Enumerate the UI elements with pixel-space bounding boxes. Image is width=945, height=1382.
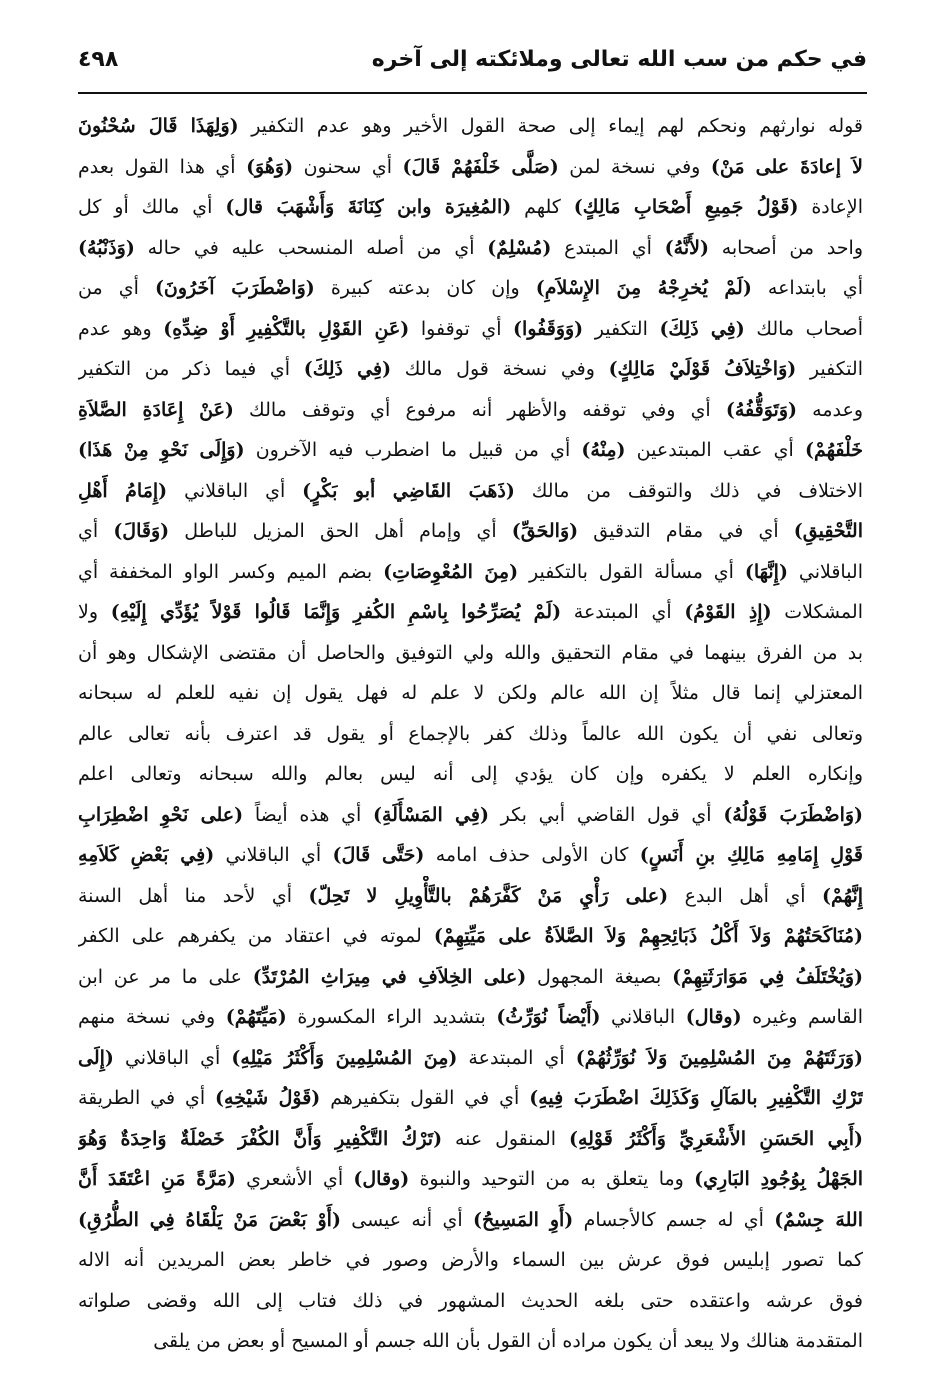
- commentary-text: وفي نسخة قول مالك: [391, 358, 609, 380]
- commentary-text: كلهم: [511, 196, 574, 218]
- quoted-text: (وَتَوَقُّفُهُ): [725, 398, 798, 421]
- commentary-text: أي مسألة القول بالتكفير: [518, 560, 745, 583]
- quoted-text: (فِي ذَلِكَ): [659, 317, 745, 340]
- quoted-text: (لَمْ يُصَرِّحُوا بِاسْمِ الكُفرِ وَإِنَّمَا قَالُوا قَوْلاً يُؤَدِّي إِلَيْهِ): [110, 601, 562, 623]
- commentary-text: وتعالى نفي أن يكون الله عالماً وذلك كفر بالإجماع أو يقول قد اعترف بأنه تعالى عالم: [78, 722, 863, 745]
- commentary-text: وفي نسخة منهم: [78, 1006, 226, 1028]
- quoted-text: (قَوْلُ شَيْخِهِ): [215, 1087, 321, 1109]
- quoted-text: (أَيْضاً نُوَرِّثُ): [496, 1006, 601, 1028]
- commentary-text: القاسم وغيره: [741, 1006, 863, 1028]
- quoted-text: (إِلَى: [78, 1046, 114, 1069]
- commentary-text: أي قول القاضي أبي بكر: [488, 803, 724, 826]
- quoted-text: (وَاضْطَرَبَ آخَرُونَ): [154, 277, 315, 299]
- quoted-text: (وَالحَقِّ): [511, 520, 579, 542]
- quoted-text: (وَيُخْتَلَفُ فِي مَوَارَثَتِهِمْ): [672, 965, 863, 988]
- commentary-text: بد من الفرق بينهما في مقام التحقيق والله ولي التوفيق والحاصل أن مقتضى الإشكال وهو أن: [78, 641, 863, 664]
- quoted-text: (وَذَنْبُهُ): [78, 236, 135, 259]
- quoted-text: (حَتَّى قَالَ): [332, 844, 425, 866]
- commentary-text: أي أهل البدع: [668, 884, 823, 907]
- text-line: [78, 1038, 863, 1079]
- text-line: [78, 592, 863, 633]
- quoted-text: (عَنِ القَوْلِ بالتَّكْفِيرِ أَوْ ضِدِّهِ): [163, 317, 410, 340]
- text-line: [78, 1200, 863, 1241]
- quoted-text: الجَهْلُ بِوُجُودِ البَارِي): [694, 1168, 863, 1190]
- text-line: [78, 714, 863, 755]
- text-line: [78, 268, 863, 309]
- commentary-text: واحد من أصحابه: [708, 236, 863, 259]
- commentary-text: أصحاب مالك: [744, 317, 863, 340]
- commentary-text: وإن كان بدعته كبيرة: [314, 277, 536, 299]
- quoted-text: (وقال): [685, 1006, 742, 1028]
- commentary-text: أي وإمام أهل الحق المزيل للباطل: [169, 520, 512, 542]
- text-line: [78, 1119, 863, 1160]
- commentary-text: التكفير: [583, 317, 660, 340]
- commentary-text: وهو عدم: [78, 317, 164, 340]
- running-title: في حكم من سب الله تعالى وملائكته إلى آخره: [371, 47, 867, 72]
- quoted-text: (على الخِلاَفِ في مِيرَاثِ المُرْتَدِّ): [252, 965, 527, 988]
- quoted-text: (فِي بَعْضِ كَلاَمِهِ: [78, 844, 215, 866]
- commentary-text: على ما مر عن ابن: [78, 965, 253, 988]
- commentary-text: أي لأحد منا أهل السنة: [78, 884, 309, 907]
- commentary-text: أي: [78, 520, 114, 542]
- quoted-text: (ذَهَبَ القَاضِي أبو بَكْرٍ): [302, 479, 515, 502]
- text-line: [78, 187, 863, 228]
- quoted-text: (لَمْ يُخرِجْهُ مِنَ الإِسْلاَمِ): [535, 277, 752, 299]
- commentary-text: كما تصور إبليس فوق عرش بين السماء والأرض وصور في خاطر بعض المريدين أنه الاله: [78, 1249, 863, 1271]
- quoted-text: (أَوْ بَعْضَ مَنْ يَلْقَاهُ فِي الطُّرُقِ): [78, 1208, 341, 1231]
- quoted-text: (وَإِلَى نَحْوِ مِنْ هَذَا): [78, 439, 245, 461]
- quoted-text: (إِمَامُ أَهْلِ: [78, 479, 168, 502]
- commentary-text: المعتزلي إنما قال مثلاً إن الله عالم ولكن لا علم له فهل يقول إن نفيه للعلم له سبحانه: [78, 682, 863, 704]
- commentary-text: وفي نسخة لمن: [558, 155, 711, 178]
- commentary-text: أي الباقلاني: [113, 1046, 232, 1069]
- text-line: [78, 673, 863, 714]
- commentary-text: الاختلاف في ذلك والتوقف من مالك: [514, 479, 863, 502]
- text-line: [78, 1078, 863, 1119]
- commentary-text: أي من قبيل ما اضطرب فيه الآخرون: [244, 439, 582, 461]
- text-line: [78, 754, 863, 795]
- quoted-text: اللهَ جِسْمٌ): [774, 1208, 863, 1231]
- quoted-text: (مَيِّتَهُمْ): [225, 1006, 287, 1028]
- quoted-text: (فِي المَسْأَلَةِ): [372, 803, 489, 826]
- commentary-text: بصيغة المجهول: [526, 965, 673, 988]
- quoted-text: (قَوْلُ جَمِيعِ أَصْحَابِ مَالِكٍ): [573, 196, 799, 218]
- commentary-text: المنقول عنه: [442, 1127, 569, 1150]
- commentary-text: قوله نوارثهم ونحكم لهم إيماء إلى صحة القول الأخير وهو عدم التكفير: [238, 115, 863, 137]
- page-header: [78, 40, 867, 86]
- commentary-text: أي وفي توقفه والأظهر أنه مرفوع أي وتوقف مالك: [233, 398, 726, 421]
- quoted-text: التَّحْقِيقِ): [793, 520, 863, 542]
- quoted-text: (على رَأْيِ مَنْ كَفَّرَهُمْ بالتَّأْوِيلِ لا تَحِلّ): [308, 884, 669, 907]
- commentary-text: أي الأشعري: [235, 1168, 354, 1190]
- commentary-text: وعدمه: [797, 398, 863, 421]
- text-line: [78, 1159, 863, 1200]
- commentary-text: أي بابتداعه: [751, 277, 863, 299]
- text-line: [78, 349, 863, 390]
- page-number: ٤٩٨: [78, 47, 119, 72]
- text-line: [78, 228, 863, 269]
- quoted-text: (صَلَّى خَلْفَهُمْ قَالَ): [402, 155, 559, 178]
- text-line: [78, 876, 863, 917]
- quoted-text: (مُنَاكَحَتُهُمْ وَلاَ أَكْلُ ذَبَائِحِهِمْ وَلاَ الصَّلاَةُ على مَيِّتِهِمْ): [433, 925, 863, 947]
- quoted-text: (مُسْلِمٌ): [487, 236, 552, 259]
- text-line: [78, 552, 863, 593]
- commentary-text: وإنكاره العلم لا يكفره وإن كان يؤدي إلى أنه ليس بعالم والله سبحانه وتعالى اعلم: [78, 763, 863, 785]
- quoted-text: (مِنَ المُعْوِصَاتِ): [383, 560, 519, 583]
- text-line: [78, 309, 863, 350]
- quoted-text: (فِي ذَلِكَ): [303, 358, 392, 380]
- commentary-text: أي في القول بتكفيرهم: [320, 1087, 530, 1109]
- text-line: [78, 1321, 863, 1362]
- quoted-text: (وَلِهَذَا قَالَ سُحْنُونَ: [78, 115, 239, 137]
- text-line: [78, 511, 863, 552]
- header-divider: [78, 92, 867, 94]
- quoted-text: (مَرَّةً مَنِ اعْتَقَدَ أَنَّ: [78, 1168, 236, 1190]
- commentary-text: أي المبتدعة: [457, 1046, 576, 1069]
- quoted-text: (وقال): [353, 1168, 410, 1190]
- quoted-text: تَرْكِ التَّكْفِيرِ بالمَآلِ وَكَذَلِكَ اضْطَرَبَ فِيهِ): [529, 1087, 863, 1109]
- quoted-text: (مِنَ المُسْلِمِينَ وَأَكْثَرُ مَيْلِهِ): [231, 1046, 458, 1069]
- quoted-text: (وَهُوَ): [246, 155, 294, 178]
- commentary-text: فوق عرشه واعتقده حتى بلغه الحديث المشهور في ذلك فتاب إلى الله وقضى صلواته: [78, 1289, 863, 1312]
- commentary-text: أي الباقلاني: [167, 479, 303, 502]
- commentary-text: أي المبتدع: [551, 236, 665, 259]
- quoted-text: خَلْفَهُمْ): [804, 439, 863, 461]
- commentary-text: أي له جسم كالأجسام: [573, 1208, 775, 1231]
- text-line: [78, 106, 863, 147]
- quoted-text: (وَقَالَ): [113, 520, 170, 542]
- commentary-text: أي فيما ذكر من التكفير: [78, 358, 304, 380]
- text-line: [78, 633, 863, 674]
- commentary-text: بضم الميم وكسر الواو المخففة أي: [78, 560, 384, 583]
- commentary-text: أي هذه أيضاً: [243, 803, 373, 826]
- commentary-text: ولا: [78, 601, 111, 623]
- text-line: [78, 835, 863, 876]
- commentary-text: الباقلاني: [787, 560, 863, 583]
- quoted-text: (وَوَقَفُوا): [513, 317, 584, 340]
- quoted-text: (إِذِ القَوْمُ): [684, 601, 772, 623]
- commentary-text: كان الأولى حذف امامه: [424, 844, 640, 866]
- quoted-text: (لأَنَّهُ): [664, 236, 709, 259]
- text-line: [78, 1281, 863, 1322]
- commentary-text: بتشديد الراء المكسورة: [286, 1006, 497, 1028]
- text-line: [78, 147, 863, 188]
- quoted-text: لاَ إعادَةَ على مَنْ): [710, 155, 863, 178]
- commentary-text: المشكلات: [771, 601, 863, 623]
- quoted-text: (إِنَّهَا): [744, 560, 788, 583]
- commentary-text: أي توقفوا: [409, 317, 514, 340]
- text-line: [78, 997, 863, 1038]
- quoted-text: (مِنْهُ): [581, 439, 626, 461]
- commentary-text: الباقلاني: [600, 1006, 686, 1028]
- quoted-text: (على نَحْوِ اضْطِرَابِ: [78, 803, 244, 826]
- commentary-text: لموته في اعتقاد من يكفرهم على الكفر: [78, 925, 434, 947]
- commentary-text: أي في الطريقة: [78, 1087, 216, 1109]
- quoted-text: (أَوِ المَسِيحُ): [472, 1208, 574, 1231]
- commentary-text: أي الباقلاني: [214, 844, 333, 866]
- commentary-text: المتقدمة هنالك ولا يبعد أن يكون مراده أن القول بأن الله جسم أو المسيح أو بعض من يلقى: [153, 1330, 863, 1352]
- text-line: [78, 916, 863, 957]
- commentary-text: أي سحنون: [293, 155, 403, 178]
- quoted-text: قَوْلِ إِمَامِهِ مَالِكِ بنِ أَنَسٍ): [639, 844, 863, 866]
- quoted-text: (وَرَثَتَهُمْ مِنَ المُسْلِمِينَ وَلاَ نُوَرِّثُهُمْ): [575, 1046, 863, 1069]
- quoted-text: (عَنْ إِعَادَةِ الصَّلاَةِ: [78, 398, 234, 421]
- quoted-text: (المُغِيرَة وابن كِنَانَةَ وَأَشْهَبَ قال): [225, 196, 512, 218]
- commentary-text: أي المبتدعة: [561, 601, 685, 623]
- commentary-text: أي مالك أو كل: [78, 196, 226, 218]
- text-line: [78, 795, 863, 836]
- quoted-text: (وَاضْطَرَبَ قَوْلُهُ): [723, 803, 863, 826]
- quoted-text: إِنَّهُمْ): [822, 884, 863, 907]
- commentary-text: التكفير: [796, 358, 863, 380]
- text-line: [78, 471, 863, 512]
- commentary-text: أي هذا القول بعدم: [78, 155, 247, 178]
- quoted-text: (أَبِي الحَسَنِ الأَشْعَرِيِّ وَأَكْثَرُ قَوْلِهِ): [568, 1127, 863, 1150]
- commentary-text: وما يتعلق به من التوحيد والنبوة: [409, 1168, 695, 1190]
- text-line: [78, 957, 863, 998]
- commentary-text: أي من أصله المنسحب عليه في حاله: [134, 236, 488, 259]
- quoted-text: (وَاخْتِلاَفُ قَوْلَيْ مَالِكٍ): [608, 358, 797, 380]
- commentary-text: الإعادة: [798, 196, 863, 218]
- quoted-text: (تَرْكُ التَّكْفِيرِ وَأَنَّ الكُفْرَ خَصْلَةٌ وَاحِدَةٌ وَهُوَ: [78, 1127, 443, 1150]
- commentary-text: أي في مقام التدقيق: [578, 520, 794, 542]
- text-line: [78, 390, 863, 431]
- commentary-text: أي عقب المبتدعين: [625, 439, 805, 461]
- text-line: [78, 1240, 863, 1281]
- body-text: [78, 106, 863, 1362]
- commentary-text: أي أنه عيسى: [340, 1208, 473, 1231]
- text-line: [78, 430, 863, 471]
- commentary-text: أي من: [78, 277, 155, 299]
